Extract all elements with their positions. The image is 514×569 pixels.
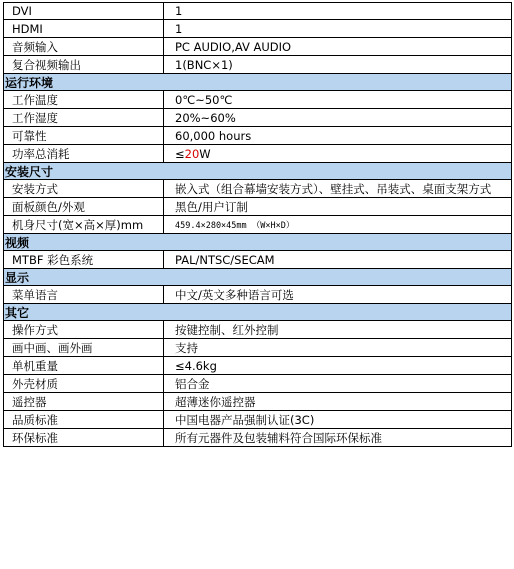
spec-value: PAL/NTSC/SECAM (175, 252, 275, 267)
spec-label: 机身尺寸(宽×高×厚)mm (4, 216, 164, 233)
table-row (3, 198, 512, 216)
spec-table (3, 2, 512, 447)
section-header: 其它 (3, 304, 512, 321)
table-row (3, 339, 512, 357)
spec-label: 可靠性 (4, 127, 164, 144)
table-row (3, 56, 512, 74)
spec-value-part: 20 (184, 146, 200, 161)
table-row (3, 393, 512, 411)
spec-label: 复合视频输出 (4, 56, 164, 73)
table-row (3, 216, 512, 234)
spec-label: 外壳材质 (4, 375, 164, 392)
section-header: 显示 (3, 269, 512, 286)
spec-label: 环保标准 (4, 429, 164, 446)
table-row (3, 357, 512, 375)
spec-value: 1 (175, 4, 183, 18)
spec-label: 品质标准 (4, 411, 164, 428)
spec-label: 菜单语言 (4, 286, 164, 303)
spec-label: 工作温度 (4, 91, 164, 108)
spec-value: ≤4.6kg (175, 358, 217, 373)
table-row (3, 2, 512, 20)
spec-label: 面板颜色/外观 (4, 198, 164, 215)
spec-value: 按键控制、红外控制 (175, 322, 279, 337)
spec-value: 20%~60% (175, 110, 236, 125)
spec-label: 工作湿度 (4, 109, 164, 126)
section-header: 安装尺寸 (3, 163, 512, 180)
table-row (3, 251, 512, 269)
spec-value: 中国电器产品强制认证(3C) (175, 412, 315, 427)
spec-label: 操作方式 (4, 321, 164, 338)
spec-value: PC AUDIO,AV AUDIO (175, 39, 292, 54)
spec-value: 中文/英文多种语言可选 (175, 287, 294, 302)
spec-label: 音频输入 (4, 38, 164, 55)
table-row (3, 127, 512, 145)
spec-value (164, 145, 511, 162)
spec-value: 1(BNC×1) (175, 57, 233, 72)
spec-value: 1 (175, 21, 183, 36)
spec-value: 459.4×280×45mm （W×H×D） (175, 220, 295, 231)
table-row (3, 91, 512, 109)
spec-label: 单机重量 (4, 357, 164, 374)
table-row (3, 180, 512, 198)
table-row (3, 145, 512, 163)
spec-value-part: ≤ (175, 146, 185, 161)
spec-value: 铝合金 (175, 376, 210, 391)
table-row (3, 20, 512, 38)
spec-label: 遥控器 (4, 393, 164, 410)
spec-label: 安装方式 (4, 180, 164, 197)
spec-value-part: W (199, 146, 211, 161)
spec-value: 0℃~50℃ (175, 92, 233, 107)
table-row (3, 429, 512, 447)
spec-value: 支持 (175, 340, 198, 355)
spec-value: 嵌入式（组合幕墙安装方式）、壁挂式、吊装式、桌面支架方式 (175, 181, 492, 196)
spec-value: 黑色/用户订制 (175, 199, 248, 214)
spec-label: MTBF 彩色系统 (4, 251, 164, 268)
table-row (3, 321, 512, 339)
section-header: 视频 (3, 234, 512, 251)
spec-label: 功率总消耗 (4, 145, 164, 162)
spec-value: 60,000 hours (175, 128, 252, 143)
spec-label: 画中画、画外画 (4, 339, 164, 356)
table-row (3, 38, 512, 56)
section-header: 运行环境 (3, 74, 512, 91)
spec-value: 超薄迷你遥控器 (175, 394, 256, 409)
spec-value: 所有元器件及包装辅料符合国际环保标准 (175, 430, 382, 445)
table-row (3, 286, 512, 304)
spec-label: HDMI (4, 20, 164, 37)
table-row (3, 411, 512, 429)
table-row (3, 375, 512, 393)
spec-label: DVI (4, 3, 164, 19)
table-row (3, 109, 512, 127)
